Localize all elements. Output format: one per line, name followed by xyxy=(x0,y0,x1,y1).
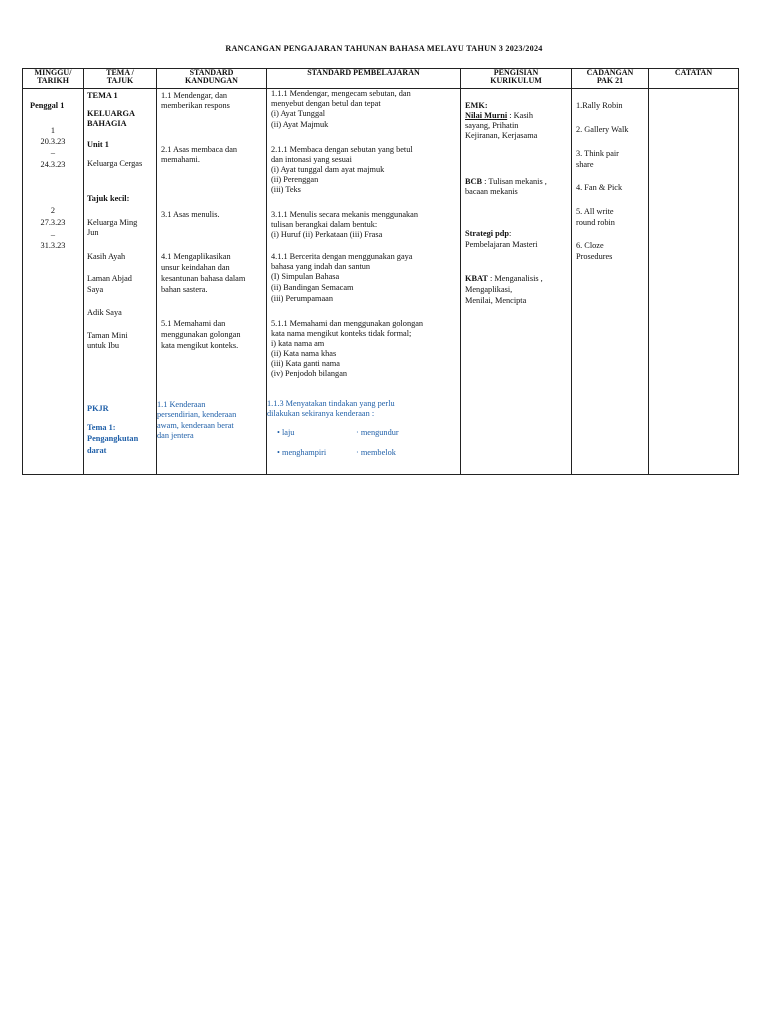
sk-text: bahan sastera. xyxy=(161,285,208,294)
sp-pkjr-bullet: • menghampiri xyxy=(277,448,327,457)
header-catatan: CATATAN xyxy=(649,69,739,89)
week-2-dash: – xyxy=(50,230,56,239)
tajuk-item: Adik Saya xyxy=(87,308,122,317)
sk-text: 4.1 Mengaplikasikan xyxy=(161,252,231,261)
sp-text: (i) Ayat tunggal dam ayat majmuk xyxy=(271,165,385,174)
cell-standard-pembelajaran xyxy=(267,89,461,475)
cell-cadangan-pak21 xyxy=(572,89,649,475)
table-header-row xyxy=(23,69,739,89)
sp-text: (I) Simpulan Bahasa xyxy=(271,272,340,281)
strategi-pdp-line: Strategi pdp: xyxy=(465,229,512,238)
emk-label: EMK: xyxy=(465,101,488,110)
cell-standard-kandungan xyxy=(157,89,267,475)
nilai-murni-line: Nilai Murni : Kasih xyxy=(465,111,533,120)
nilai-murni-line: sayang, Prihatin xyxy=(465,121,519,130)
pak21-item: 3. Think pair xyxy=(576,149,619,158)
tajuk-item: Keluarga Ming xyxy=(87,218,138,227)
week-1-number: 1 xyxy=(50,126,56,135)
week-1-dash: – xyxy=(50,148,56,157)
sp-text: 5.1.1 Memahami dan menggunakan golongan xyxy=(271,319,424,328)
tajuk-item: Kasih Ayah xyxy=(87,252,126,261)
penggal-label: Penggal 1 xyxy=(30,101,65,110)
kbat-line: Menilai, Mencipta xyxy=(465,296,527,305)
tajuk-item: Taman Mini xyxy=(87,331,128,340)
kbat-line: Mengaplikasi, xyxy=(465,285,513,294)
cell-minggu xyxy=(23,89,84,475)
pak21-item: 2. Gallery Walk xyxy=(576,125,629,134)
sp-text: tulisan berangkai dalam bentuk: xyxy=(271,220,378,229)
header-tema: TEMA / TAJUK xyxy=(84,69,157,89)
sk-pkjr-text: awam, kenderaan berat xyxy=(157,421,234,430)
pak21-item: 6. Cloze xyxy=(576,241,604,250)
tajuk-item: Laman Abjad xyxy=(87,274,132,283)
pak21-item: Prosedures xyxy=(576,252,613,261)
cell-catatan xyxy=(649,89,739,475)
sp-text: (ii) Bandingan Semacam xyxy=(271,283,354,292)
sk-text: 5.1 Memahami dan xyxy=(161,319,226,328)
bcb-line: bacaan mekanis xyxy=(465,187,518,196)
sp-text: i) kata nama am xyxy=(271,339,325,348)
sp-text: 1.1.1 Mendengar, mengecam sebutan, dan xyxy=(271,89,411,98)
sp-text: (iv) Penjodoh bilangan xyxy=(271,369,348,378)
sp-pkjr-text: 1.1.3 Menyatakan tindakan yang perlu xyxy=(267,399,395,408)
tema-name-line1: KELUARGA xyxy=(87,109,135,118)
unit-label: Unit 1 xyxy=(87,140,109,149)
strategi-pdp-value: Pembelajaran Masteri xyxy=(465,240,538,249)
week-2-number: 2 xyxy=(50,206,56,215)
sk-pkjr-text: persendirian, kenderaan xyxy=(157,410,237,419)
sp-pkjr-bullet: · mengundur xyxy=(356,428,399,437)
sk-text: kata mengikut konteks. xyxy=(161,341,239,350)
pkjr-tema-line3: darat xyxy=(87,446,107,455)
cell-tema xyxy=(84,89,157,475)
sp-text: (iii) Teks xyxy=(271,185,301,194)
pak21-item: share xyxy=(576,160,594,169)
sp-text: (iii) Perumpamaan xyxy=(271,294,333,303)
sk-text: 1.1 Mendengar, dan xyxy=(161,91,228,100)
header-pengisian-kurikulum: PENGISIAN KURIKULUM xyxy=(461,69,572,89)
plan-table xyxy=(22,68,739,475)
pkjr-tema-line2: Pengangkutan xyxy=(87,434,139,443)
sk-text: unsur keindahan dan xyxy=(161,263,230,272)
tajuk-item: Saya xyxy=(87,285,104,294)
sp-text: (i) Ayat Tunggal xyxy=(271,109,326,118)
sk-text: memahami. xyxy=(161,155,200,164)
tema-label: TEMA 1 xyxy=(87,91,118,100)
sp-pkjr-text: dilakukan sekiranya kenderaan : xyxy=(267,409,375,418)
document-title: RANCANGAN PENGAJARAN TAHUNAN BAHASA MELAYU TAHUN 3 2023/2024 xyxy=(225,44,543,53)
sp-text: (iii) Kata ganti nama xyxy=(271,359,340,368)
sp-text: 4.1.1 Bercerita dengan menggunakan gaya xyxy=(271,252,413,261)
pak21-item: 4. Fan & Pick xyxy=(576,183,623,192)
sp-text: (i) Huruf (ii) Perkataan (iii) Frasa xyxy=(271,230,383,239)
sp-pkjr-bullet: · membelok xyxy=(356,448,396,457)
sp-text: kata nama mengikut konteks tidak formal; xyxy=(271,329,412,338)
sp-text: (ii) Perenggan xyxy=(271,175,319,184)
week-2-start: 27.3.23 xyxy=(40,218,66,227)
week-1-start: 20.3.23 xyxy=(40,137,66,146)
sp-text: 2.1.1 Membaca dengan sebutan yang betul xyxy=(271,145,413,154)
nilai-murni-line: Kejiranan, Kerjasama xyxy=(465,131,538,140)
sk-text: menggunakan golongan xyxy=(161,330,241,339)
sp-text: 3.1.1 Menulis secara mekanis menggunakan xyxy=(271,210,418,219)
sk-text: 3.1 Asas menulis. xyxy=(161,210,220,219)
pak21-item: round robin xyxy=(576,218,615,227)
week-1-end: 24.3.23 xyxy=(40,160,66,169)
sp-text: dan intonasi yang sesuai xyxy=(271,155,352,164)
sp-text: menyebut dengan betul dan tepat xyxy=(271,99,381,108)
header-standard-kandungan: STANDARD KANDUNGAN xyxy=(157,69,267,89)
sk-text: kesantunan bahasa dalam xyxy=(161,274,246,283)
pak21-item: 5. All write xyxy=(576,207,614,216)
pak21-item: 1.Rally Robin xyxy=(576,101,623,110)
header-minggu: MINGGU/ TARIKH xyxy=(23,69,84,89)
sp-pkjr-bullet: • laju xyxy=(277,428,295,437)
tajuk-kecil-label: Tajuk kecil: xyxy=(87,194,130,203)
week-2-end: 31.3.23 xyxy=(40,241,66,250)
sp-text: bahasa yang indah dan santun xyxy=(271,262,371,271)
header-standard-pembelajaran: STANDARD PEMBELAJARAN xyxy=(267,69,461,89)
sk-pkjr-text: dan jentera xyxy=(157,431,194,440)
sk-text: 2.1 Asas membaca dan xyxy=(161,145,238,154)
unit-title: Keluarga Cergas xyxy=(87,159,143,168)
tema-name-line2: BAHAGIA xyxy=(87,119,127,128)
table-row xyxy=(23,89,739,475)
bcb-line: BCB : Tulisan mekanis , xyxy=(465,177,547,186)
tajuk-item: untuk Ibu xyxy=(87,341,120,350)
kbat-line: KBAT : Menganalisis , xyxy=(465,274,543,283)
sk-text: memberikan respons xyxy=(161,101,230,110)
sp-text: (ii) Ayat Majmuk xyxy=(271,120,329,129)
sp-text: (ii) Kata nama khas xyxy=(271,349,337,358)
cell-pengisian-kurikulum xyxy=(461,89,572,475)
pkjr-tema-line1: Tema 1: xyxy=(87,423,116,432)
header-cadangan-pak21: CADANGAN PAK 21 xyxy=(572,69,649,89)
pkjr-label: PKJR xyxy=(87,404,109,413)
sk-pkjr-text: 1.1 Kenderaan xyxy=(157,400,206,409)
tajuk-item: Jun xyxy=(87,228,99,237)
